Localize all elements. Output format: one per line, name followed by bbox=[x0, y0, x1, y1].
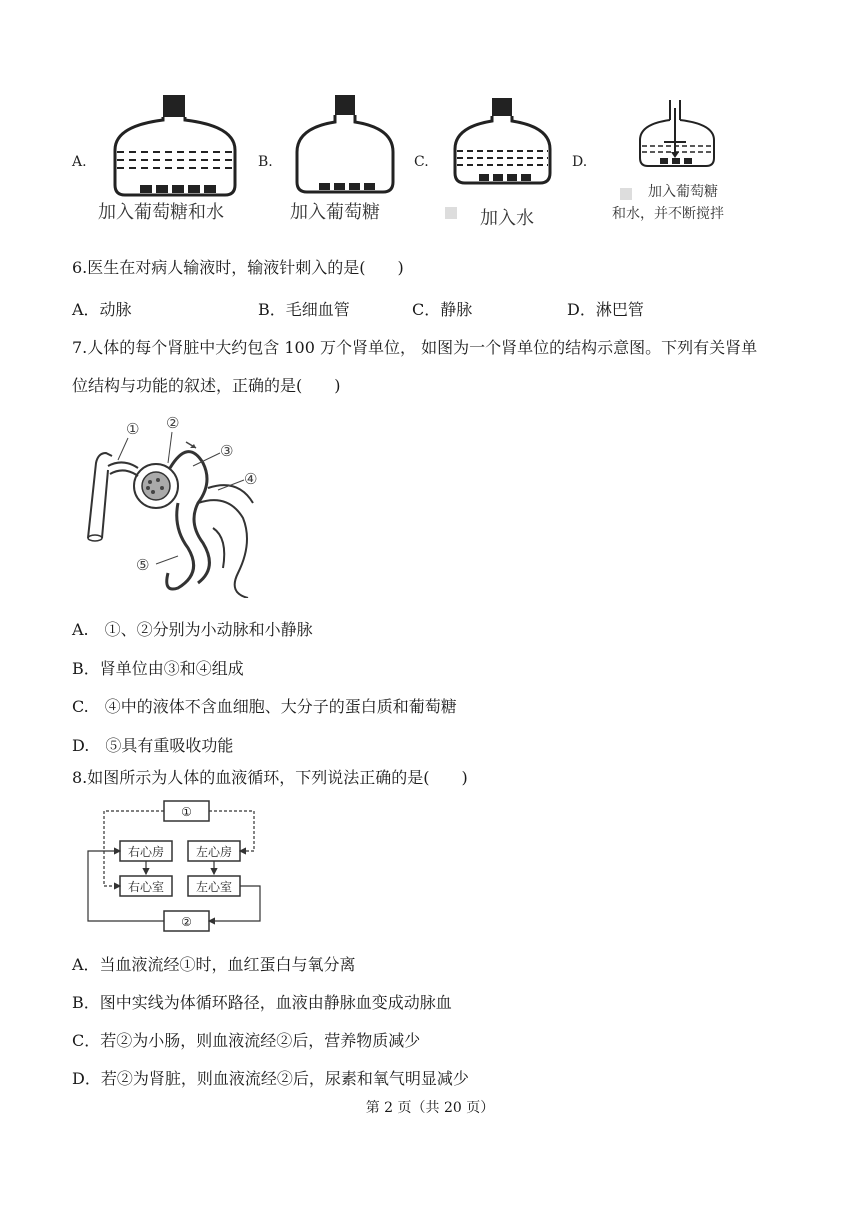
q6-option-d: D．淋巴管 bbox=[567, 300, 644, 319]
q7-stem-line2: 位结构与功能的叙述，正确的是( ) bbox=[72, 376, 341, 395]
q6-option-a: A．动脉 bbox=[72, 300, 132, 319]
flask-d-caption-line2: 和水，并不断搅拌 bbox=[612, 206, 724, 222]
nephron-label-3: ③ bbox=[220, 442, 234, 460]
nephron-diagram bbox=[78, 408, 283, 598]
flask-d-caption-line1: 加入葡萄糖 bbox=[648, 184, 718, 200]
blur-mark-d bbox=[620, 188, 632, 200]
q8-option-a: A．当血液流经①时，血红蛋白与氧分离 bbox=[72, 955, 356, 974]
q7-option-a: A. ①、②分别为小动脉和小静脉 bbox=[72, 620, 313, 639]
q7-option-b: B．肾单位由③和④组成 bbox=[72, 659, 244, 678]
flask-b-caption: 加入葡萄糖 bbox=[290, 202, 380, 223]
circulation-diagram bbox=[82, 796, 267, 936]
q5-figure-row bbox=[0, 80, 860, 240]
left-atrium-label: 左心房 bbox=[195, 845, 233, 859]
q6-option-b: B．毛细血管 bbox=[258, 300, 350, 319]
flask-b-image bbox=[285, 90, 405, 200]
nephron-label-4: ④ bbox=[244, 470, 258, 488]
blur-mark-c bbox=[445, 207, 457, 219]
option-c-letter: C. bbox=[414, 154, 429, 170]
option-d-letter: D. bbox=[572, 154, 588, 170]
left-ventricle-label: 左心室 bbox=[195, 880, 233, 894]
q6-option-c: C．静脉 bbox=[412, 300, 473, 319]
flask-a-caption: 加入葡萄糖和水 bbox=[98, 202, 224, 223]
nephron-label-5: ⑤ bbox=[136, 556, 150, 574]
q7-stem-line1: 7.人体的每个肾脏中大约包含 100 万个肾单位， 如图为一个肾单位的结构示意图。下列有关肾单 bbox=[72, 338, 758, 357]
option-b-letter: B. bbox=[258, 154, 273, 170]
flask-d-image bbox=[632, 98, 722, 173]
flask-c-image bbox=[445, 95, 560, 190]
circ-box-1-label: ① bbox=[181, 805, 192, 819]
option-a-letter: A. bbox=[72, 154, 87, 170]
right-ventricle-label: 右心室 bbox=[127, 880, 165, 894]
nephron-label-2: ② bbox=[166, 414, 180, 432]
circ-box-2-label: ② bbox=[181, 915, 192, 929]
q7-option-d: D. ⑤具有重吸收功能 bbox=[72, 736, 234, 755]
flask-a-image bbox=[90, 90, 260, 200]
q7-option-c: C. ④中的液体不含血细胞、大分子的蛋白质和葡萄糖 bbox=[72, 697, 457, 716]
q8-option-c: C．若②为小肠，则血液流经②后，营养物质减少 bbox=[72, 1031, 421, 1050]
right-atrium-label: 右心房 bbox=[127, 845, 165, 859]
q6-stem: 6.医生在对病人输液时，输液针刺入的是( ) bbox=[72, 258, 404, 277]
nephron-label-1: ① bbox=[126, 420, 140, 438]
flask-c-caption: 加入水 bbox=[480, 208, 534, 229]
q8-option-d: D．若②为肾脏，则血液流经②后，尿素和氧气明显减少 bbox=[72, 1069, 469, 1088]
q8-option-b: B．图中实线为体循环路径，血液由静脉血变成动脉血 bbox=[72, 993, 452, 1012]
page-footer: 第 2 页（共 20 页） bbox=[365, 1100, 495, 1116]
q8-stem: 8.如图所示为人体的血液循环，下列说法正确的是( ) bbox=[72, 768, 468, 787]
